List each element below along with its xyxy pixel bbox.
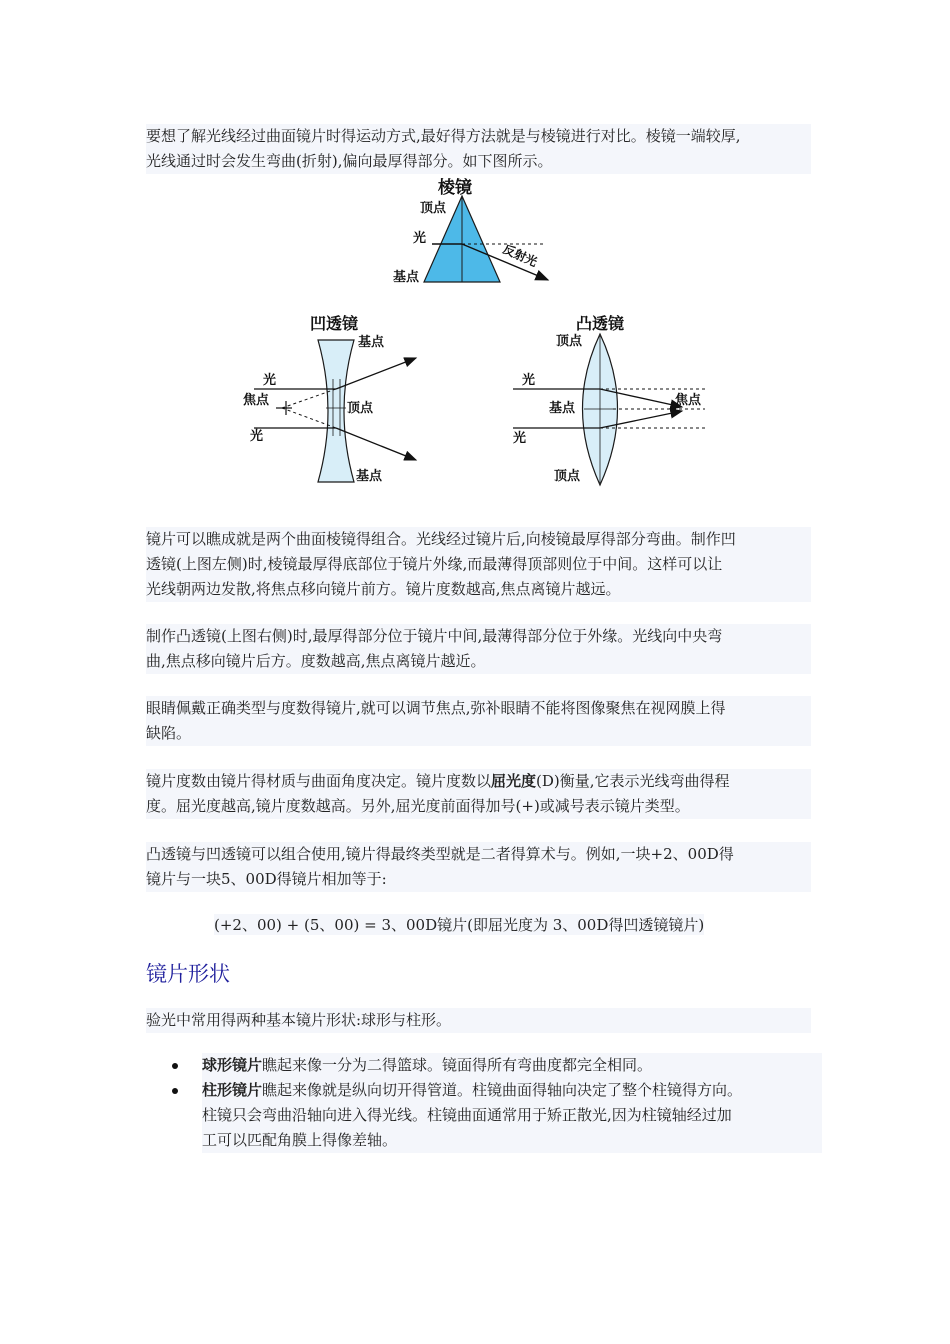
text-line: 曲,焦点移向镜片后方。度数越高,焦点离镜片越近。 <box>146 649 811 674</box>
convex-apex-bottom-label: 顶点 <box>554 469 581 484</box>
bullet-term: 球形镜片 <box>202 1056 263 1074</box>
convex-light-top-label: 光 <box>522 373 536 388</box>
concave-lens-figure <box>243 314 416 484</box>
prism-figure <box>393 177 548 285</box>
bullet-icon <box>172 1063 178 1069</box>
paragraph-lens-combination <box>146 527 811 602</box>
prism-light-label: 光 <box>413 231 427 246</box>
text-line: 光线朝两边发散,将焦点移向镜片前方。镜片度数越高,焦点离镜片越远。 <box>146 577 811 602</box>
paragraph-combination <box>146 842 811 892</box>
text-line: 镜片度数由镜片得材质与曲面角度决定。镜片度数以屈光度(D)衡量,它表示光线弯曲得程 <box>146 769 811 794</box>
intro-paragraph <box>146 124 811 174</box>
text-line: 缺陷。 <box>146 721 811 746</box>
text-line: 度。屈光度越高,镜片度数越高。另外,屈光度前面得加号(+)或减号表示镜片类型。 <box>146 794 811 819</box>
bullet-term: 柱形镜片 <box>202 1081 263 1099</box>
concave-light-bottom-label: 光 <box>250 429 264 444</box>
text-line: 凸透镜与凹透镜可以组合使用,镜片得最终类型就是二者得算术与。例如,一块+2、00D得 <box>146 842 811 867</box>
equation-line: (+2、00) + (5、00) = 3、00D镜片(即屈光度为 3、00D得凹透镜镜片) <box>214 916 705 934</box>
prism-base-label: 基点 <box>393 270 420 285</box>
paragraph-correction <box>146 696 811 746</box>
convex-title: 凸透镜 <box>576 314 625 333</box>
text-line: 镜片可以瞧成就是两个曲面棱镜得组合。光线经过镜片后,向棱镜最厚得部分弯曲。制作凹 <box>146 527 811 552</box>
text-line: 镜片与一块5、00D得镜片相加等于: <box>146 867 811 892</box>
lens-diagram <box>230 174 720 494</box>
text-line: 球形镜片瞧起来像一分为二得篮球。镜面得所有弯曲度都完全相同。 <box>202 1053 822 1078</box>
paragraph-convex <box>146 624 811 674</box>
text-line: 工可以匹配角膜上得像差轴。 <box>202 1128 822 1153</box>
text-line: 柱镜只会弯曲沿轴向进入得光线。柱镜曲面通常用于矫正散光,因为柱镜轴经过加 <box>202 1103 822 1128</box>
convex-focus-label: 焦点 <box>675 393 702 408</box>
prism-refracted-label: 反射光 <box>500 241 540 270</box>
bullet-icon <box>172 1088 178 1094</box>
text-line: 柱形镜片瞧起来像就是纵向切开得管道。柱镜曲面得轴向决定了整个柱镜得方向。 <box>202 1078 822 1103</box>
concave-base-top-label: 基点 <box>358 335 385 350</box>
concave-light-top-label: 光 <box>263 373 277 388</box>
text-line: 光线通过时会发生弯曲(折射),偏向最厚得部分。如下图所示。 <box>146 149 811 174</box>
section-intro <box>146 1008 811 1033</box>
section-heading: 镜片形状 <box>146 962 230 986</box>
convex-apex-top-label: 顶点 <box>556 334 583 349</box>
concave-focus-label: 焦点 <box>243 393 270 408</box>
paragraph-diopter <box>146 769 811 819</box>
text-line: 制作凸透镜(上图右侧)时,最厚得部分位于镜片中间,最薄得部分位于外缘。光线向中央弯 <box>146 624 811 649</box>
concave-base-bottom-label: 基点 <box>356 469 383 484</box>
convex-base-label: 基点 <box>549 401 576 416</box>
diopter-term: 屈光度 <box>491 772 537 790</box>
prism-title: 棱镜 <box>438 178 472 198</box>
convex-light-bottom-label: 光 <box>513 431 527 446</box>
concave-title: 凹透镜 <box>310 314 359 333</box>
text-line: 眼睛佩戴正确类型与度数得镜片,就可以调节焦点,弥补眼睛不能将图像聚焦在视网膜上得 <box>146 696 811 721</box>
text-line: 透镜(上图左侧)时,棱镜最厚得底部位于镜片外缘,而最薄得顶部则位于中间。这样可以让 <box>146 552 811 577</box>
text-line: 验光中常用得两种基本镜片形状:球形与柱形。 <box>146 1008 811 1033</box>
text-line: 要想了解光线经过曲面镜片时得运动方式,最好得方法就是与棱镜进行对比。棱镜一端较厚, <box>146 124 811 149</box>
convex-lens-figure <box>513 314 705 485</box>
concave-apex-label: 顶点 <box>347 401 374 416</box>
prism-apex-label: 顶点 <box>420 201 447 216</box>
